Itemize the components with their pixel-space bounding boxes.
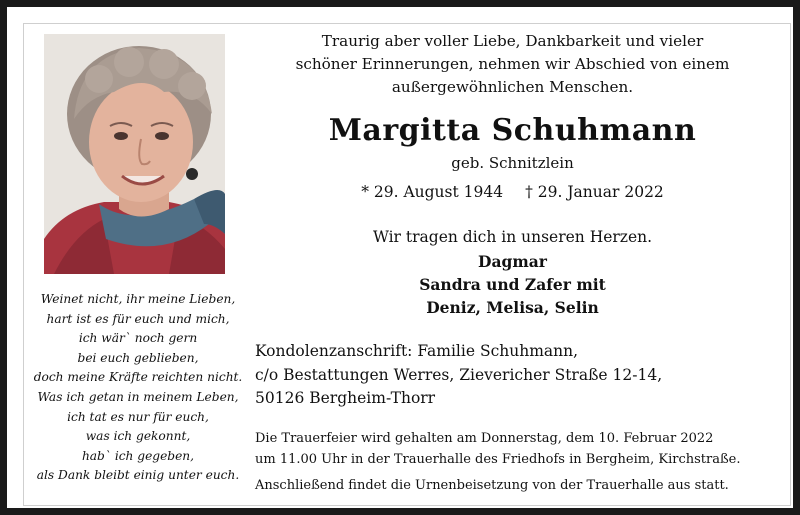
portrait-photo xyxy=(44,34,225,274)
life-dates xyxy=(255,181,770,203)
intro-line: Traurig aber voller Liebe, Dankbarkeit und vieler xyxy=(321,32,704,50)
intro-line: außergewöhnlichen Menschen. xyxy=(391,78,634,96)
poem-line: Weinet nicht, ihr meine Lieben, xyxy=(40,292,236,306)
deceased-name: Margitta Schuhmann xyxy=(328,113,697,148)
poem-line: ich tat es nur für euch, xyxy=(67,409,209,424)
condolence-address xyxy=(255,340,770,411)
family-line: Deniz, Melisa, Selin xyxy=(426,298,599,317)
family-names xyxy=(255,250,770,319)
family-line: Dagmar xyxy=(478,252,547,271)
poem xyxy=(24,290,252,486)
intro-line: schöner Erinnerungen, nehmen wir Abschied von einem xyxy=(295,55,730,73)
death-date: † 29. Januar 2022 xyxy=(525,183,664,201)
address-line: 50126 Bergheim-Thorr xyxy=(255,389,436,407)
birth-name: geb. Schnitzlein xyxy=(451,154,574,172)
poem-line: bei euch geblieben, xyxy=(77,350,199,365)
address-line: Kondolenzanschrift: Familie Schuhmann, xyxy=(255,342,579,360)
poem-line: doch meine Kräfte reichten nicht. xyxy=(33,370,243,385)
poem-line: Was ich getan in meinem Leben, xyxy=(37,389,239,404)
obituary-text xyxy=(255,30,770,496)
notice-line: Die Trauerfeier wird gehalten am Donnerstag, dem 10. Februar 2022 xyxy=(255,430,714,446)
poem-line: als Dank bleibt einig unter euch. xyxy=(36,468,240,483)
notice-line: Anschließend findet die Urnenbeisetzung von der Trauerhalle aus statt. xyxy=(255,477,729,493)
birth-date: * 29. August 1944 xyxy=(361,183,504,201)
funeral-notice xyxy=(255,428,770,496)
remembrance-line: Wir tragen dich in unseren Herzen. xyxy=(372,228,653,246)
poem-line: ich wär` noch gern xyxy=(78,331,198,346)
poem-line: hart ist es für euch und mich, xyxy=(46,311,230,326)
family-line: Sandra und Zafer mit xyxy=(419,275,606,294)
portrait-illustration xyxy=(44,34,225,274)
poem-line: hab` ich gegeben, xyxy=(81,448,195,463)
poem-line: was ich gekonnt, xyxy=(85,429,191,444)
intro-text xyxy=(255,30,770,99)
address-line: c/o Bestattungen Werres, Zievericher Straße 12-14, xyxy=(255,365,663,384)
notice-line: um 11.00 Uhr in der Trauerhalle des Friedhofs in Bergheim, Kirchstraße. xyxy=(255,451,741,467)
